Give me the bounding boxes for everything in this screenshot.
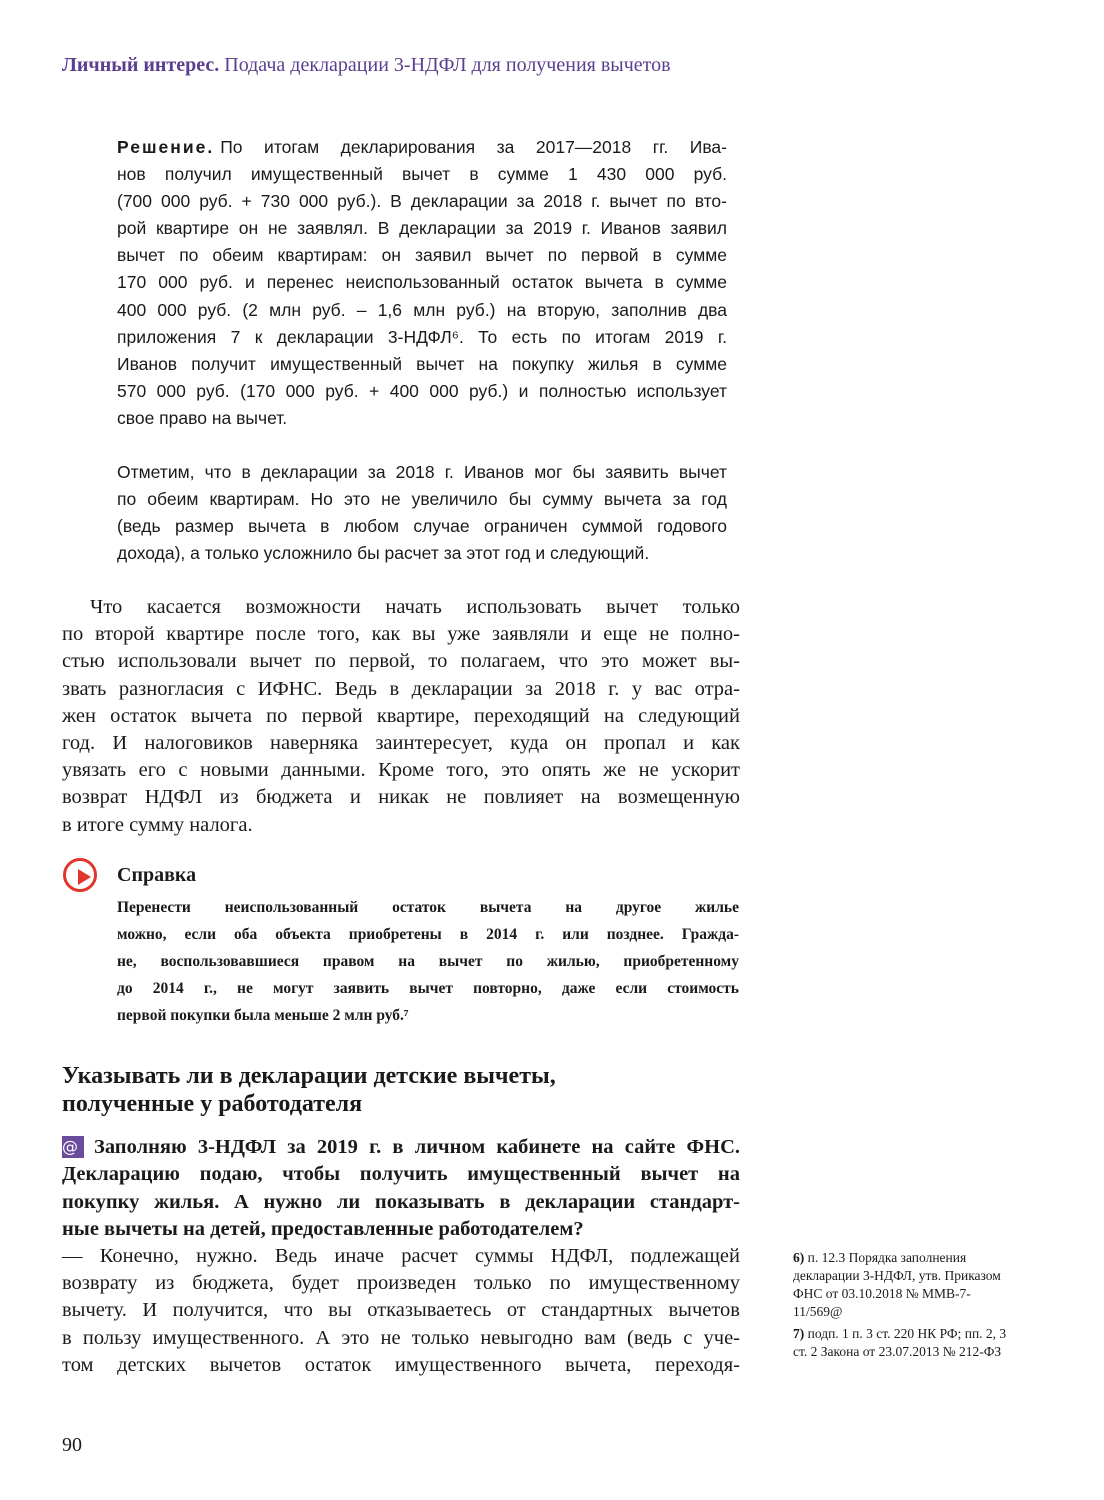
play-icon	[63, 858, 97, 892]
line-text: 570 000 руб. (170 000 руб. + 400 000 руб.) и полностью использует	[117, 380, 727, 401]
line-text: покупку жилья. А нужно ли показывать в декларации стандарт-	[62, 1190, 740, 1213]
line-text: в пользу имущественного. А это не только невыгодно вам (ведь с уче-	[62, 1326, 740, 1349]
text-line	[62, 1325, 740, 1352]
line-text: по второй квартире после того, как вы уже заявляли и еще не полно-	[62, 623, 740, 646]
lead-label: Решение.	[117, 137, 215, 157]
reference-title: Справка	[117, 864, 197, 886]
example-note	[117, 459, 727, 567]
line-text: 400 000 руб. (2 млн руб. – 1,6 млн руб.) на вторую, заполнив два	[117, 299, 727, 320]
answer	[62, 1243, 740, 1379]
text-line	[117, 297, 727, 324]
reference-body	[117, 894, 739, 1029]
text-line	[117, 486, 727, 513]
text-line	[62, 594, 740, 621]
text-line	[62, 730, 740, 757]
text-line	[62, 784, 740, 811]
text-line	[117, 188, 727, 215]
text-line	[62, 1134, 740, 1161]
text-line	[117, 459, 727, 486]
line-text: возврату из бюджета, будет произведен только по имущественному	[62, 1272, 740, 1295]
line-text: до 2014 г., не могут заявить вычет повторно, даже если стоимость	[117, 980, 739, 997]
footnote-number: 6)	[793, 1250, 805, 1265]
line-text: первой покупки была меньше 2 млн руб.⁷	[117, 1007, 409, 1024]
line-text: Перенести неиспользованный остаток вычета на другое жилье	[117, 899, 739, 916]
text-line	[117, 513, 727, 540]
line-text: жен остаток вычета по первой квартире, переходящий на следующий	[62, 704, 740, 727]
question	[62, 1134, 740, 1243]
text-line	[117, 894, 739, 921]
line-text: (ведь размер вычета в любом случае ограничен суммой годового	[117, 516, 727, 537]
line-text: нов получил имущественный вычет в сумме 1 430 000 руб.	[117, 164, 727, 185]
section-heading	[62, 1062, 556, 1118]
line-text: том детских вычетов остаток имущественного вычета, переходя-	[62, 1353, 740, 1376]
header-section: Личный интерес.	[62, 54, 220, 76]
line-text: ные вычеты на детей, предоставленные работодателем?	[62, 1217, 584, 1240]
text-line	[117, 242, 727, 269]
line-text: Что касается возможности начать использовать вычет только	[90, 596, 740, 618]
text-line	[117, 351, 727, 378]
text-line	[117, 269, 727, 296]
text-line	[117, 540, 727, 567]
line-text: Иванов получит имущественный вычет на покупку жилья в сумме	[117, 353, 727, 374]
header-title: Подача декларации 3-НДФЛ для получения вычетов	[224, 54, 671, 76]
text-line	[62, 812, 740, 839]
line-text: Заполняю 3-НДФЛ за 2019 г. в личном кабинете на сайте ФНС.	[94, 1136, 740, 1158]
text-line	[117, 215, 727, 242]
footnote-text: п. 12.3 Порядка заполнения декларации 3-НДФЛ, утв. Приказом ФНС от 03.10.2018 № ММВ-7-11/569@	[793, 1250, 1001, 1319]
text-line	[117, 378, 727, 405]
text-line	[62, 1189, 740, 1216]
footnote	[793, 1249, 1013, 1321]
text-line	[62, 1352, 740, 1379]
line-text: в итоге сумму налога.	[62, 813, 253, 836]
section-heading-line: полученные у работодателя	[62, 1091, 363, 1117]
line-text: не, воспользовавшиеся правом на вычет по жилью, приобретенному	[117, 953, 739, 970]
text-line	[62, 676, 740, 703]
line-text: увязать его с новыми данными. Кроме того, это опять же не ускорит	[62, 759, 740, 782]
text-line	[62, 757, 740, 784]
text-line	[117, 324, 727, 351]
text-line	[117, 161, 727, 188]
line-text: Отметим, что в декларации за 2018 г. Иванов мог бы заявить вычет	[117, 462, 727, 482]
running-header	[62, 54, 671, 77]
example-block	[117, 134, 727, 432]
footnote-number: 7)	[793, 1326, 805, 1341]
text-line	[62, 621, 740, 648]
line-text: звать разногласия с ИФНС. Ведь в декларации за 2018 г. у вас отра-	[62, 677, 740, 700]
text-line	[62, 1216, 740, 1243]
section-heading-line: Указывать ли в декларации детские вычеты,	[62, 1063, 556, 1089]
line-text: год. И налоговиков наверняка заинтересует, куда он пропал и как	[62, 732, 740, 755]
line-text: возврат НДФЛ из бюджета и никак не повлияет на возмещенную	[62, 786, 740, 809]
text-line	[117, 134, 727, 161]
text-line	[62, 1243, 740, 1270]
line-text: можно, если оба объекта приобретены в 2014 г. или позднее. Гражда-	[117, 926, 739, 943]
line-text: По итогам декларирования за 2017—2018 гг. Ива-	[220, 137, 727, 157]
footnote-text: подп. 1 п. 3 ст. 220 НК РФ; пп. 2, 3 ст. 2 Закона от 23.07.2013 № 212-ФЗ	[793, 1326, 1007, 1359]
line-text: приложения 7 к декларации 3-НДФЛ⁶. То есть по итогам 2019 г.	[117, 326, 727, 347]
text-line	[62, 1161, 740, 1188]
text-line	[62, 1297, 740, 1324]
text-line	[117, 405, 727, 432]
text-line	[117, 948, 739, 975]
text-line	[62, 1270, 740, 1297]
line-text: (700 000 руб. + 730 000 руб.). В декларации за 2018 г. вычет по вто-	[117, 191, 727, 212]
text-line	[117, 975, 739, 1002]
footnote	[793, 1325, 1013, 1361]
main-paragraph	[62, 594, 740, 839]
text-line	[117, 1002, 739, 1029]
text-line	[62, 648, 740, 675]
line-text: стью использовали вычет по первой, то полагаем, что это может вы-	[62, 650, 740, 673]
line-text: Декларацию подаю, чтобы получить имущественный вычет на	[62, 1163, 740, 1186]
line-text: 170 000 руб. и перенес неиспользованный остаток вычета в сумме	[117, 272, 727, 293]
line-text: — Конечно, нужно. Ведь иначе расчет суммы НДФЛ, подлежащей	[62, 1245, 740, 1267]
footnotes	[793, 1249, 1013, 1365]
text-line	[62, 703, 740, 730]
line-text: вычет по обеим квартирам: он заявил вычет по первой в сумме	[117, 245, 727, 266]
line-text: вычету. И получится, что вы отказываетесь от стандартных вычетов	[62, 1299, 740, 1322]
page-number: 90	[62, 1434, 82, 1456]
line-text: по обеим квартирам. Но это не увеличило бы сумму вычета за год	[117, 489, 727, 510]
line-text: свое право на вычет.	[117, 407, 288, 428]
email-question-icon: @	[62, 1136, 84, 1158]
line-text: дохода), а только усложнило бы расчет за этот год и следующий.	[117, 543, 650, 564]
line-text: рой квартире он не заявлял. В декларации за 2019 г. Иванов заявил	[117, 218, 727, 239]
text-line	[117, 921, 739, 948]
